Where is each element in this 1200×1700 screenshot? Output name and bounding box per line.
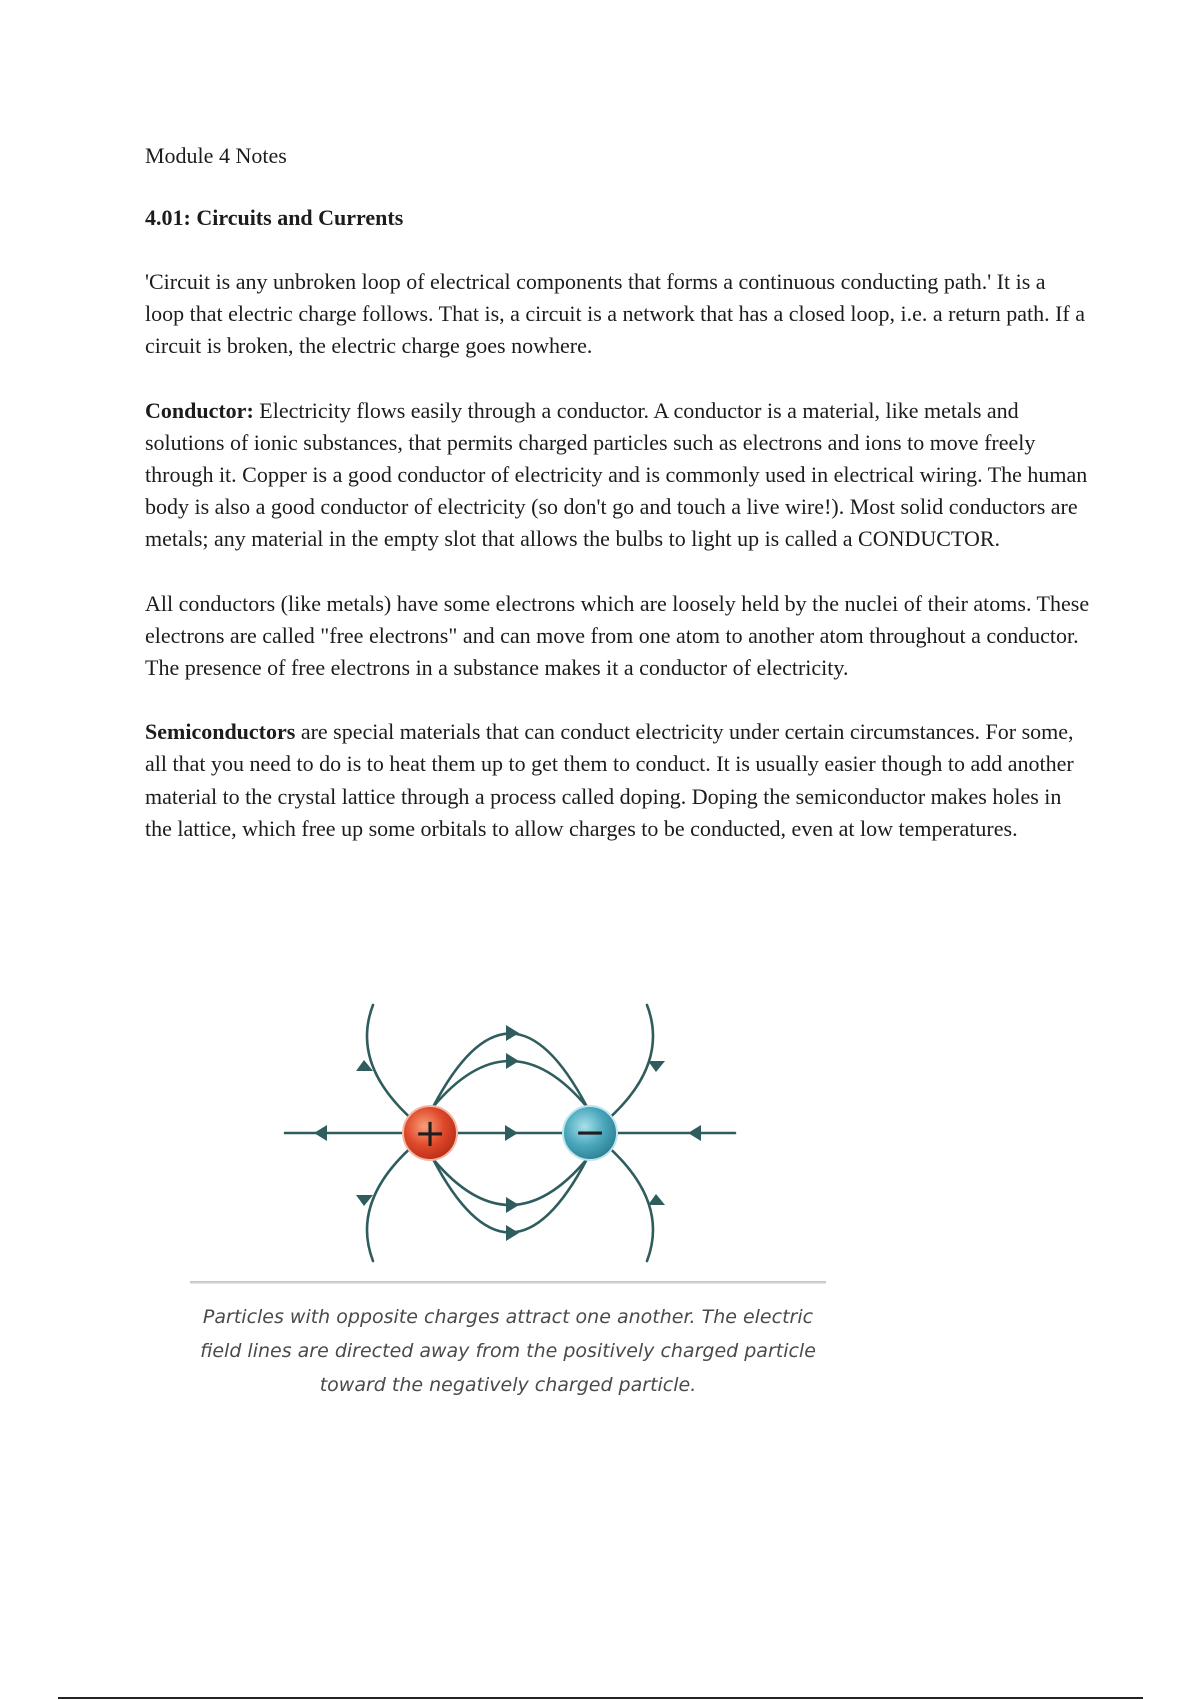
field-line-bottom-outer xyxy=(433,1159,587,1233)
paragraph-circuit: 'Circuit is any unbroken loop of electrical components that forms a continuous conducting path.' It is a loop that electric charge follows. That is, a circuit is a network that has a closed loop, i.e. a return path. If a circuit is broken, the electric charge goes nowhere. xyxy=(145,269,1085,359)
semiconductor-definition: are special materials that can conduct electricity under certain circumstances. For some, all that you need to do is to heat them up to get them to conduct. It is usually easier though to add another material to the crystal lattice through a process called doping. Doping the semiconductor makes holes in the lattice, which free up some orbitals to allow charges to be conducted, even at low temperatures. xyxy=(145,719,1074,841)
electric-field-figure xyxy=(190,985,830,1396)
arrow-bottom-outer xyxy=(506,1225,519,1241)
arrow-upper-right xyxy=(648,1061,665,1072)
field-line-upper-right xyxy=(605,1005,653,1122)
positive-charge xyxy=(403,1106,457,1160)
arrow-top-inner xyxy=(506,1053,519,1069)
field-line-lower-right xyxy=(605,1144,653,1261)
arrow-bottom-inner xyxy=(506,1197,519,1213)
positive-symbol: + xyxy=(414,1111,446,1155)
field-line-upper-left xyxy=(367,1005,415,1122)
term-semiconductors: Semiconductors xyxy=(145,719,296,745)
electric-dipole-field-diagram-icon xyxy=(190,985,826,1275)
arrow-center xyxy=(505,1125,518,1141)
conductor-definition: Electricity flows easily through a conductor. A conductor is a material, like metals and solutions of ionic substances, that permits charged particles such as electrons and ions to move freely through it. Copper is a good conductor of electricity and is commonly used in electrical wiring. The human body is also a good conductor of electricity (so don't go and touch a live wire!). Most solid conductors are metals; any material in the empty slot that allows the bulbs to light up is called a CONDUCTOR. xyxy=(145,397,1088,552)
figure-divider xyxy=(190,1281,826,1284)
paragraph-semiconductors xyxy=(145,716,1090,845)
field-line-lower-left xyxy=(367,1144,415,1261)
document-title: Module 4 Notes xyxy=(145,143,287,168)
negative-charge xyxy=(563,1106,617,1160)
negative-symbol: − xyxy=(574,1110,606,1154)
term-conductor: Conductor: xyxy=(145,397,254,423)
arrow-top-outer xyxy=(506,1025,519,1041)
paragraph-conductor xyxy=(145,395,1090,556)
paragraph-free-electrons: All conductors (like metals) have some electrons which are loosely held by the nuclei of their atoms. These electrons are called "free electrons" and can move from one atom to another atom throughout a conductor. The presence of free electrons in a substance makes it a conductor of electricity. xyxy=(145,590,1090,681)
figure-caption: Particles with opposite charges attract one another. The electric field lines are directed away from the positively charged particle toward the negatively charged particle. xyxy=(200,1306,816,1396)
field-line-top-outer xyxy=(433,1034,587,1108)
arrow-right-horizontal xyxy=(688,1125,701,1141)
arrow-lower-right xyxy=(648,1194,665,1205)
document-body xyxy=(145,140,1090,877)
page-bottom-divider xyxy=(58,1697,1143,1699)
arrow-left-horizontal xyxy=(314,1125,327,1141)
section-heading: 4.01: Circuits and Currents xyxy=(145,205,404,230)
